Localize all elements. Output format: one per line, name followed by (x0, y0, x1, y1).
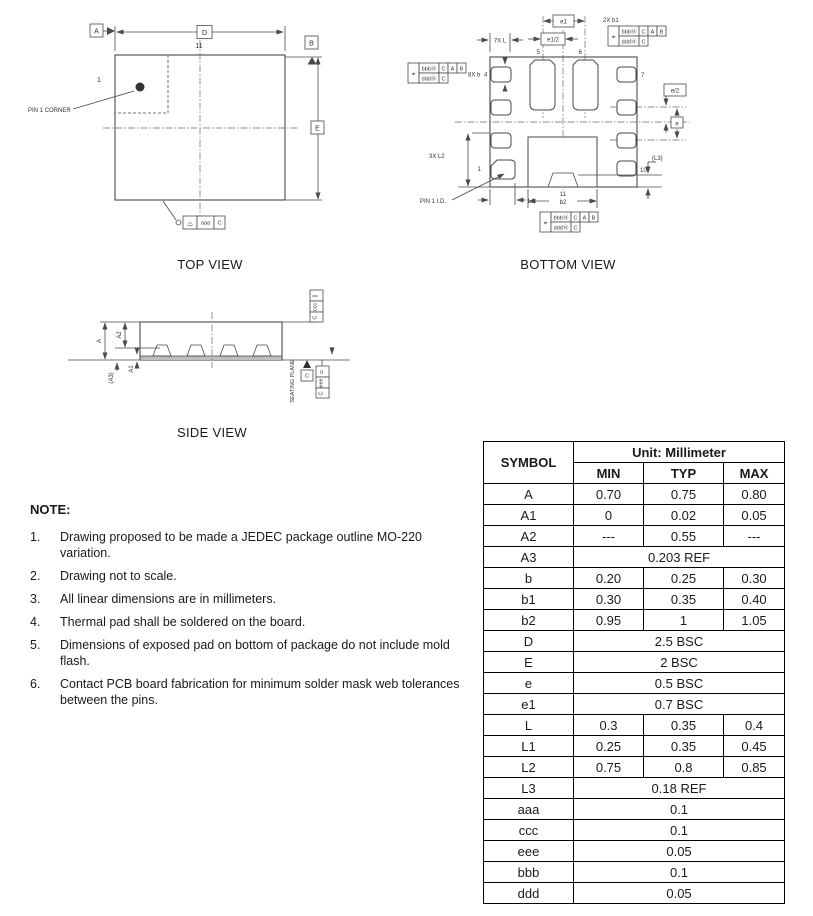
pad-pin5 (530, 60, 555, 110)
note-text: Drawing not to scale. (60, 568, 177, 583)
pin1-id-label: PIN 1 I.D. (420, 199, 447, 205)
table-row (484, 631, 785, 652)
note-number: 6. (30, 676, 41, 691)
table-row (484, 547, 785, 568)
table-row (484, 610, 785, 631)
table-cell: 0.02 (644, 505, 724, 526)
table-cell: A3 (484, 547, 574, 568)
table-cell: 0.20 (574, 568, 644, 589)
svg-text:A: A (450, 66, 455, 73)
lead-bump-3 (220, 345, 238, 356)
label-8x-b: 8X b (468, 72, 481, 79)
svg-text:C: C (573, 225, 578, 232)
dim-label-E: E (315, 125, 320, 133)
pad-pin7 (617, 67, 636, 82)
pin6-number: 6 (578, 50, 582, 56)
pad-pin6 (573, 60, 598, 110)
header-unit: Unit: Millimeter (574, 442, 785, 463)
table-cell: 0.35 (644, 736, 724, 757)
table-row (484, 799, 785, 820)
pin1-number: 1 (97, 77, 101, 84)
pad-pin2 (491, 133, 511, 148)
thermal-pad (528, 137, 597, 187)
table-row (484, 568, 785, 589)
note-text: All linear dimensions are in millimeters. (60, 591, 277, 606)
table-cell: 0 (574, 505, 644, 526)
table-cell: 1 (644, 610, 724, 631)
table-cell: ddd (484, 883, 574, 904)
svg-text:C: C (312, 315, 319, 320)
fcf-position-left (408, 63, 466, 83)
svg-text:dddⓂ: dddⓂ (621, 39, 637, 46)
position-icon: ⌖ (543, 220, 548, 227)
lead-band (141, 356, 282, 360)
table-cell: A1 (484, 505, 574, 526)
dim-label-e-half: e/2 (670, 88, 680, 95)
note-number: 2. (30, 568, 41, 583)
table-cell: 0.75 (644, 484, 724, 505)
table-row (484, 820, 785, 841)
datum-c-label: C (305, 373, 309, 380)
table-row (484, 505, 785, 526)
svg-text:B: B (659, 29, 664, 36)
position-icon: ⌖ (611, 34, 616, 41)
table-cell: 0.25 (574, 736, 644, 757)
dimension-table (483, 441, 785, 904)
bottom-view-caption: BOTTOM VIEW (520, 257, 616, 272)
table-cell: A (484, 484, 574, 505)
datum-c-flag-icon (303, 360, 311, 368)
table-cell: eee (484, 841, 574, 862)
table-cell: L1 (484, 736, 574, 757)
table-cell: 0.1 (574, 799, 785, 820)
table-row (484, 883, 785, 904)
table-cell: 0.203 REF (574, 547, 785, 568)
svg-text:eee: eee (318, 378, 325, 388)
note-item (30, 568, 472, 584)
table-row (484, 715, 785, 736)
label-2x-b1: 2X b1 (603, 18, 619, 24)
table-cell: L2 (484, 757, 574, 778)
dim-label-7x-l: 7X L (493, 38, 507, 45)
pin1-number: 1 (477, 167, 481, 173)
svg-text:C: C (217, 220, 222, 227)
side-view-body (140, 322, 282, 360)
note-item (30, 614, 472, 630)
header-typ: TYP (644, 463, 724, 484)
svg-text:C: C (641, 39, 646, 46)
lead-bump-4 (253, 345, 271, 356)
note-text: Drawing proposed to be made a JEDEC package outline MO-220 variation. (60, 529, 423, 560)
table-cell: aaa (484, 799, 574, 820)
table-cell: 0.05 (574, 883, 785, 904)
table-cell: 2.5 BSC (574, 631, 785, 652)
table-cell: 0.8 (644, 757, 724, 778)
datum-a-arrow (107, 27, 115, 35)
table-cell: --- (724, 526, 785, 547)
table-cell: e (484, 673, 574, 694)
pin11-label: 11 (195, 43, 203, 50)
svg-text:C: C (441, 66, 446, 73)
position-icon: ⌖ (411, 71, 416, 78)
table-row (484, 841, 785, 862)
notes-section (30, 502, 472, 715)
seating-plane-label: SEATING PLANE (290, 359, 296, 403)
note-item (30, 591, 472, 607)
table-cell: b2 (484, 610, 574, 631)
table-row (484, 757, 785, 778)
table-cell: ccc (484, 820, 574, 841)
table-cell: 0.55 (644, 526, 724, 547)
side-view-drawing (60, 282, 360, 417)
side-view-caption: SIDE VIEW (177, 425, 247, 440)
datum-b-label: B (309, 40, 314, 48)
table-cell: L3 (484, 778, 574, 799)
pin4-number: 4 (484, 72, 488, 79)
dim-label-D: D (201, 30, 208, 37)
pin10-number: 10 (640, 168, 647, 174)
dim-label-e1-half: e1/2 (547, 37, 559, 44)
pad-pin4 (491, 67, 511, 82)
table-cell: 0.70 (574, 484, 644, 505)
dim-label-3x-l2: 3X L2 (429, 154, 445, 160)
table-cell: --- (574, 526, 644, 547)
table-header-row (484, 442, 785, 463)
pin1-corner-label: PIN 1 CORNER (28, 108, 71, 114)
table-cell: 0.25 (644, 568, 724, 589)
note-item (30, 676, 472, 708)
svg-text:C: C (318, 391, 325, 396)
pin1-corner-dot (136, 83, 145, 92)
table-cell: 0.85 (724, 757, 785, 778)
dimension-table-body (484, 484, 785, 904)
lead-bump-1 (153, 345, 171, 356)
note-text: Dimensions of exposed pad on bottom of package do not include mold flash. (60, 637, 450, 668)
pin11-number: 11 (559, 192, 567, 198)
note-text: Contact PCB board fabrication for minimum solder mask web tolerances between the pins. (60, 676, 460, 707)
table-row (484, 736, 785, 757)
svg-text:A: A (582, 215, 587, 222)
fcf-eee (316, 366, 329, 398)
table-cell: 0.75 (574, 757, 644, 778)
svg-text:aaa: aaa (200, 220, 211, 227)
dim-label-l1: L1 (528, 199, 535, 205)
header-max: MAX (724, 463, 785, 484)
table-cell: 0.5 BSC (574, 673, 785, 694)
svg-text:A: A (650, 29, 655, 36)
table-cell: 0.95 (574, 610, 644, 631)
dim-label-A: A (97, 338, 103, 344)
svg-text:bbbⓂ: bbbⓂ (621, 29, 637, 36)
svg-text:C: C (441, 76, 446, 83)
top-view-drawing (20, 10, 370, 260)
table-row (484, 484, 785, 505)
table-cell: 0.05 (574, 841, 785, 862)
table-cell: A2 (484, 526, 574, 547)
pad-pin8 (617, 100, 636, 115)
table-row (484, 589, 785, 610)
header-symbol: SYMBOL (484, 442, 574, 484)
note-item (30, 529, 472, 561)
table-cell: 0.4 (724, 715, 785, 736)
table-cell: b (484, 568, 574, 589)
pin1-corner-leader (73, 91, 134, 109)
table-row (484, 694, 785, 715)
table-cell: E (484, 652, 574, 673)
svg-text:bbbⓂ: bbbⓂ (553, 215, 569, 222)
table-row (484, 673, 785, 694)
svg-text:dddⓂ: dddⓂ (421, 76, 437, 83)
table-cell: 0.35 (644, 589, 724, 610)
lead-bump-2 (187, 345, 205, 356)
svg-text:dddⓂ: dddⓂ (553, 225, 569, 232)
note-number: 4. (30, 614, 41, 629)
fcf-ccc (310, 290, 323, 322)
dim-label-A1: A1 (129, 365, 135, 373)
pad-pin3 (491, 100, 511, 115)
table-cell: 2 BSC (574, 652, 785, 673)
svg-text:C: C (573, 215, 578, 222)
parallelism-icon: ∥ (312, 294, 319, 298)
pin5-number: 5 (536, 50, 540, 56)
fcf-position-top (608, 26, 666, 46)
svg-text:bbbⓂ: bbbⓂ (421, 66, 437, 73)
svg-text:C: C (641, 29, 646, 36)
table-row (484, 652, 785, 673)
table-cell: 0.80 (724, 484, 785, 505)
dim-label-l3: (L3) (652, 156, 663, 162)
dim-label-A3: (A3) (109, 372, 115, 384)
table-cell: b1 (484, 589, 574, 610)
table-cell: 1.05 (724, 610, 785, 631)
header-min: MIN (574, 463, 644, 484)
svg-text:B: B (459, 66, 464, 73)
datum-b-arrow (308, 57, 317, 65)
table-cell: 0.40 (724, 589, 785, 610)
table-row (484, 778, 785, 799)
table-cell: 0.05 (724, 505, 785, 526)
table-cell: 0.7 BSC (574, 694, 785, 715)
note-number: 1. (30, 529, 41, 544)
note-text: Thermal pad shall be soldered on the board. (60, 614, 306, 629)
dim-label-e1: e1 (560, 19, 567, 26)
top-view-caption: TOP VIEW (177, 257, 243, 272)
fcf-aaa (183, 216, 225, 229)
table-cell: L (484, 715, 574, 736)
svg-text:B: B (591, 215, 596, 222)
table-cell: 0.3 (574, 715, 644, 736)
table-cell: e1 (484, 694, 574, 715)
note-item (30, 637, 472, 669)
table-cell: 0.1 (574, 862, 785, 883)
table-cell: 0.18 REF (574, 778, 785, 799)
table-cell: 0.1 (574, 820, 785, 841)
datum-a-label: A (94, 28, 99, 36)
svg-text:ccc: ccc (312, 302, 319, 312)
table-row (484, 526, 785, 547)
pad-pin10 (617, 161, 636, 176)
profile-surface-icon: ⌓ (318, 369, 325, 375)
dim-label-b2: b2 (559, 200, 567, 206)
note-number: 5. (30, 637, 41, 652)
fcf-position-bottom (540, 212, 598, 232)
table-row (484, 862, 785, 883)
table-cell: D (484, 631, 574, 652)
notes-title: NOTE: (30, 502, 71, 517)
table-cell: 0.30 (574, 589, 644, 610)
table-cell: bbb (484, 862, 574, 883)
bottom-view-drawing (398, 5, 703, 260)
table-cell: 0.45 (724, 736, 785, 757)
table-cell: 0.30 (724, 568, 785, 589)
dim-label-e: e (675, 121, 679, 128)
table-cell: 0.35 (644, 715, 724, 736)
profile-surface-icon: ⌓ (187, 220, 193, 228)
dim-label-A2: A2 (117, 331, 123, 339)
pin7-number: 7 (641, 73, 645, 79)
pad-pin1 (491, 160, 515, 179)
pad-pin9 (617, 133, 636, 148)
note-number: 3. (30, 591, 41, 606)
